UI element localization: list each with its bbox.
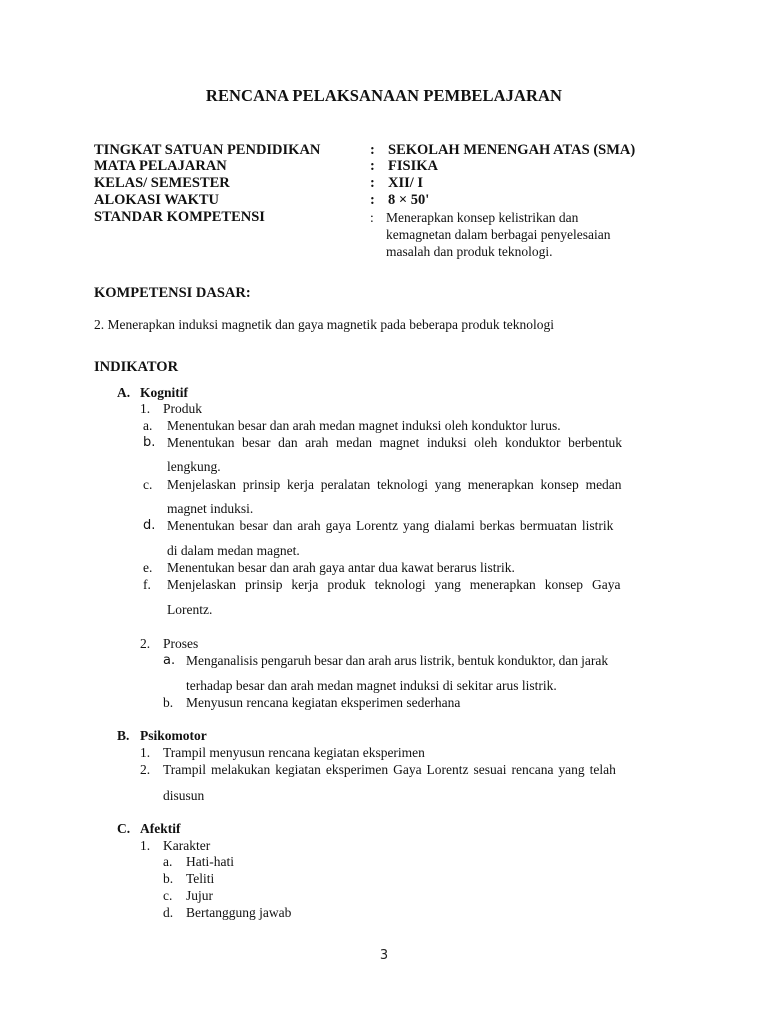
list-marker: a. bbox=[143, 418, 153, 433]
header-value-standar-line2: kemagnetan dalam berbagai penyelesaian bbox=[386, 227, 611, 242]
karakter-marker: 1. bbox=[140, 838, 151, 853]
list-item: Menentukan besar dan arah medan magnet induksi oleh konduktor lurus. bbox=[167, 418, 561, 433]
list-item-continuation: di dalam medan magnet. bbox=[167, 543, 300, 558]
psikomotor-heading: Psikomotor bbox=[140, 728, 207, 743]
karakter-heading: Karakter bbox=[163, 838, 211, 853]
list-item: Menentukan besar dan arah gaya antar dua kawat berarus listrik. bbox=[167, 560, 515, 575]
page-number: 3 bbox=[379, 948, 389, 963]
afektif-marker: C. bbox=[117, 821, 131, 836]
psikomotor-marker: B. bbox=[117, 728, 130, 743]
list-marker: b. bbox=[163, 695, 174, 710]
list-item-continuation: terhadap besar dan arah medan magnet induksi di sekitar arus listrik. bbox=[186, 678, 557, 693]
list-item-continuation: magnet induksi. bbox=[167, 501, 254, 516]
document-title: RENCANA PELAKSANAAN PEMBELAJARAN bbox=[205, 86, 563, 105]
proses-marker: 2. bbox=[140, 636, 151, 651]
header-value-kelas: XII/ I bbox=[388, 175, 424, 191]
kognitif-heading: Kognitif bbox=[140, 385, 189, 400]
list-item-continuation: disusun bbox=[163, 788, 205, 803]
header-colon: : bbox=[370, 158, 375, 174]
produk-heading: Produk bbox=[163, 401, 203, 416]
list-item: Hati-hati bbox=[186, 854, 234, 869]
list-marker: b. bbox=[163, 871, 174, 886]
kognitif-marker: A. bbox=[117, 385, 131, 400]
afektif-heading: Afektif bbox=[140, 821, 181, 836]
list-item-continuation: Lorentz. bbox=[167, 602, 213, 617]
header-colon: : bbox=[370, 175, 375, 191]
list-marker: 2. bbox=[140, 762, 151, 777]
header-value-satuan: SEKOLAH MENENGAH ATAS (SMA) bbox=[388, 142, 636, 158]
header-label-kelas: KELAS/ SEMESTER bbox=[94, 175, 230, 191]
list-item: Bertanggung jawab bbox=[186, 905, 292, 920]
list-item: Menganalisis pengaruh besar dan arah arus listrik, bentuk konduktor, dan jarak bbox=[186, 653, 609, 668]
proses-heading: Proses bbox=[163, 636, 199, 651]
header-colon: : bbox=[370, 192, 375, 208]
header-value-alokasi: 8 × 50' bbox=[388, 192, 430, 208]
header-colon: : bbox=[370, 210, 374, 225]
list-item-continuation: lengkung. bbox=[167, 459, 221, 474]
list-item: Menentukan besar dan arah medan magnet induksi oleh konduktor berbentuk bbox=[167, 435, 623, 450]
header-value-standar-line1: Menerapkan konsep kelistrikan dan bbox=[386, 210, 579, 225]
list-marker: f. bbox=[143, 577, 151, 592]
header-label-mapel: MATA PELAJARAN bbox=[94, 158, 227, 174]
list-item: Teliti bbox=[186, 871, 215, 886]
list-item: Menjelaskan prinsip kerja peralatan teknologi yang menerapkan konsep medan bbox=[167, 477, 622, 492]
header-label-satuan: TINGKAT SATUAN PENDIDIKAN bbox=[94, 142, 321, 158]
list-item: Menjelaskan prinsip kerja produk teknologi yang menerapkan konsep Gaya bbox=[167, 577, 621, 592]
indikator-heading: INDIKATOR bbox=[94, 359, 179, 375]
list-item: Trampil menyusun rencana kegiatan eksperimen bbox=[163, 745, 425, 760]
list-marker: b. bbox=[143, 435, 156, 450]
produk-marker: 1. bbox=[140, 401, 151, 416]
header-value-mapel: FISIKA bbox=[388, 158, 438, 174]
header-value-standar-line3: masalah dan produk teknologi. bbox=[386, 244, 553, 259]
list-item: Menyusun rencana kegiatan eksperimen sederhana bbox=[186, 695, 461, 710]
header-colon: : bbox=[370, 142, 375, 158]
list-marker: c. bbox=[143, 477, 153, 492]
list-marker: a. bbox=[163, 653, 176, 668]
list-marker: 1. bbox=[140, 745, 151, 760]
header-label-standar: STANDAR KOMPETENSI bbox=[94, 209, 265, 225]
list-marker: d. bbox=[163, 905, 174, 920]
list-marker: e. bbox=[143, 560, 153, 575]
list-item: Jujur bbox=[186, 888, 213, 903]
list-marker: a. bbox=[163, 854, 173, 869]
kompetensi-dasar-text: 2. Menerapkan induksi magnetik dan gaya magnetik pada beberapa produk teknologi bbox=[94, 317, 554, 332]
header-label-alokasi: ALOKASI WAKTU bbox=[94, 192, 220, 208]
list-item: Trampil melakukan kegiatan eksperimen Gaya Lorentz sesuai rencana yang telah bbox=[163, 762, 616, 777]
list-marker: c. bbox=[163, 888, 173, 903]
list-item: Menentukan besar dan arah gaya Lorentz yang dialami berkas bermuatan listrik bbox=[167, 518, 614, 533]
kompetensi-dasar-heading: KOMPETENSI DASAR: bbox=[94, 285, 251, 301]
list-marker: d. bbox=[143, 518, 156, 533]
